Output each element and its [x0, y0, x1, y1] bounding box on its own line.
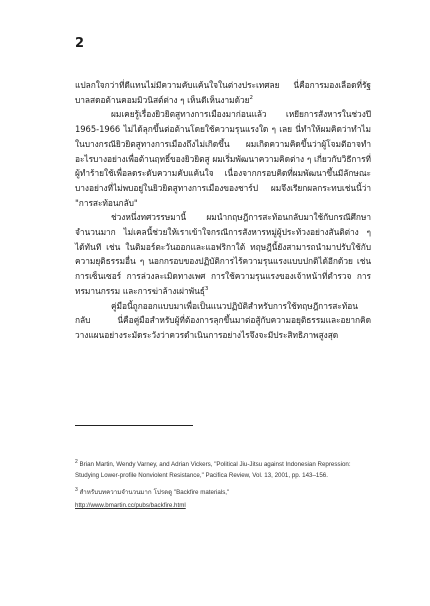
footnote-text-thai: สำหรับบทความจำนวนมาก โปรดดู [79, 488, 173, 496]
footnote-divider [75, 425, 193, 426]
footnote-reference[interactable]: 3 [204, 286, 209, 293]
paragraph-text: คู่มือนี้ถูกออกแบบมาเพื่อเป็นแนวปฏิบัติสำหรับการใช้ทฤษฎีการสะท้อนกลับ นี่คือคู่มือสำหรับผู้ที่ต้องการลุกขึ้นมาต่อสู้กับความอยุติธรรมและอยากคิดวางแผนอย่างระมัดระวังว่าควรดำเนินการอย่างไรจึงจะมีประสิทธิภาพสูงสุด [75, 300, 371, 340]
footnote-link[interactable]: http://www.bmartin.cc/pubs/backfire.html [75, 502, 186, 510]
footnote-2 [75, 459, 367, 482]
footnote-3 [75, 487, 367, 498]
paragraph-2 [75, 107, 371, 210]
main-body [75, 78, 371, 343]
footnote-mark: 2 [75, 458, 78, 465]
footnotes-section [75, 459, 367, 517]
paragraph-3 [75, 210, 371, 298]
paragraph-text: ช่วงหนึ่งทศวรรษมานี้ ผมนำกฤษฎีการสะท้อนกลับมาใช้กับกรณีศึกษาจำนวนมาก ไม่เคลนี้ช่วยให้เราเข้าใจกรณีการสังหารหมู่ผู้ประท้วงอย่างสันติต่าง ๆ ได้ทันที เช่น ในติมอร์ตะวันออกและแอฟริกาใต้ ทฤษฎีนี้ยังสามารถนำมาปรับใช้กับความยุติธรรมอื่น ๆ นอกกรอบของปฏิบัติการไร้ความรุนแรงแบบปกติได้อีกด้วย เช่น การเซ็นเซอร์ การล่วงละเมิดทางเพศ การใช้ความรุนแรงของเจ้าหน้าที่ตำรวจ การทรมานกรรม และการฆ่าล้างเผ่าพันธุ์ [75, 212, 371, 296]
footnote-mark: 3 [75, 486, 78, 493]
paragraph-1 [75, 78, 371, 107]
paragraph-text: แปลกใจกว่าที่ดีแทนไม่มีความคับแค้นใจในต่างประเทศลย นี่คือการมองเลือดที่รัฐบาลสดอต้านคอมมิวนิสต์ต่าง ๆ เห็นดีเห็นงามด้วย [75, 80, 371, 105]
paragraph-4 [75, 299, 371, 343]
footnote-text: Brian Martin, Wendy Varney, and Adrian Vickers, "Political Jiu-Jitsu against Indonesian Repression: Studying Lower-profile Nonviolent Resistance," Pacifica Review, Vol. 13, 2001, pp. 143–156. [75, 461, 351, 480]
paragraph-text: ผมเคยรู้เรื่องยิวยิตสูทางการเมืองมาก่อนแล้ว เหยียการสังหารในช่วงปี 1965-1966 ไม่ได้ลุกขึ้นต่อต้านโดยใช้ความรุนแรงใด ๆ เลย นี่ทำให้ผมคิดว่าทำไมในบางกรณียิวยิตสูทางการเมืองถึงไม่เกิดขึ้น ผมเกิดความคิดขึ้นว่าผู้โจมตีอาจทำอะไรบางอย่างเพื่อต้านฤทธิ์ของยิวยิตสู ผมเริ่มพัฒนาความคิดต่าง ๆ เกี่ยวกับวิธีการที่ผู้ทำร้ายใช้เพื่อลดระดับความคับแค้นใจ เนื่องจากกรอบคิดที่ผมพัฒนาขึ้นมีลักษณะบางอย่างที่ไม่พบอยู่ในยิวยิตสูทางการเมืองของชาร์ป ผมจึงเรียกผลกระทบเช่นนี้ว่า "การสะท้อนกลับ" [75, 109, 371, 208]
footnote-reference[interactable]: 2 [249, 94, 253, 101]
footnote-text: "Backfire materials," [173, 488, 230, 496]
page-number: 2 [75, 36, 85, 51]
